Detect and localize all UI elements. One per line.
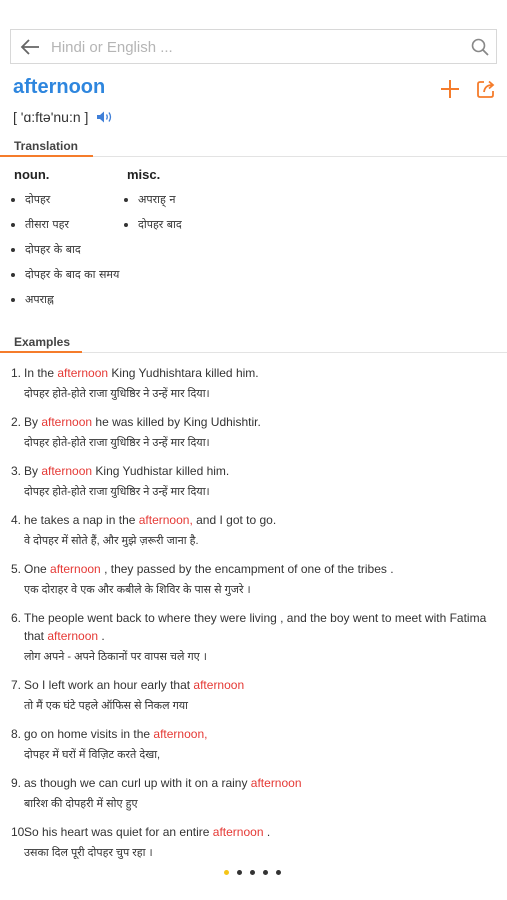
section-examples-title: Examples bbox=[14, 335, 71, 349]
example-item[interactable] bbox=[11, 413, 499, 452]
translation-item: दोपहर बाद bbox=[124, 217, 182, 242]
example-text: So I left work an hour early that bbox=[24, 678, 194, 692]
pager-dot[interactable] bbox=[224, 870, 229, 875]
example-text: as though we can curl up with it on a rainy bbox=[24, 776, 251, 790]
highlighted-keyword: afternoon, bbox=[138, 513, 193, 527]
highlighted-keyword: afternoon bbox=[250, 776, 302, 790]
section-translation-underline bbox=[0, 155, 93, 157]
example-item[interactable] bbox=[11, 560, 499, 599]
example-english bbox=[24, 725, 499, 743]
misc-label: misc. bbox=[127, 167, 161, 182]
pager-dots bbox=[224, 860, 289, 868]
add-to-wordlist-icon[interactable] bbox=[439, 78, 461, 100]
search-icon[interactable] bbox=[470, 37, 490, 57]
example-text: By bbox=[24, 415, 42, 429]
example-english bbox=[24, 609, 499, 645]
example-english bbox=[24, 676, 499, 694]
search-input[interactable] bbox=[51, 35, 451, 59]
headword: afternoon bbox=[13, 76, 106, 98]
highlighted-keyword: afternoon bbox=[57, 366, 109, 380]
example-english bbox=[24, 774, 499, 792]
translation-item: अपराह्न bbox=[11, 292, 119, 317]
example-item[interactable] bbox=[11, 725, 499, 764]
example-text: So his heart was quiet for an entire bbox=[24, 825, 213, 839]
section-translation-title: Translation bbox=[14, 139, 79, 153]
translation-item: तीसरा पहर bbox=[11, 217, 119, 242]
example-number: 1. bbox=[11, 366, 22, 380]
share-icon[interactable] bbox=[475, 78, 497, 100]
examples-list bbox=[11, 364, 499, 872]
example-hindi: उसका दिल पूरी दोपहर चुप रहा । bbox=[24, 847, 153, 859]
highlighted-keyword: afternoon bbox=[193, 678, 245, 692]
pager-dot[interactable] bbox=[263, 870, 268, 875]
misc-translation-list bbox=[124, 192, 182, 242]
example-hindi: तो मैं एक घंटे पहले ऑफिस से निकल गया bbox=[24, 700, 189, 712]
example-text: By bbox=[24, 464, 42, 478]
highlighted-keyword: afternoon bbox=[47, 629, 99, 643]
example-english bbox=[24, 560, 499, 578]
example-hindi: दोपहर होते-होते राजा युधिष्ठिर ने उन्हें मार दिया। bbox=[24, 388, 210, 400]
example-item[interactable] bbox=[11, 823, 499, 862]
example-number: 2. bbox=[11, 415, 22, 429]
highlighted-keyword: afternoon, bbox=[153, 727, 208, 741]
highlighted-keyword: afternoon bbox=[50, 562, 101, 576]
example-english bbox=[24, 511, 499, 529]
example-text: . bbox=[263, 825, 271, 839]
example-text: . bbox=[98, 629, 105, 643]
example-number: 3. bbox=[11, 464, 22, 478]
translation-item: दोपहर bbox=[11, 192, 119, 217]
highlighted-keyword: afternoon bbox=[41, 464, 93, 478]
example-number: 6. bbox=[11, 611, 22, 625]
example-text: The people went back to where they were living , and the boy went to meet with Fatima that bbox=[24, 611, 487, 643]
example-item[interactable] bbox=[11, 676, 499, 715]
noun-translation-list bbox=[11, 192, 119, 317]
highlighted-keyword: afternoon bbox=[212, 825, 264, 839]
translation-item: दोपहर के बाद का समय bbox=[11, 267, 119, 292]
example-hindi: दोपहर होते-होते राजा युधिष्ठिर ने उन्हें मार दिया। bbox=[24, 486, 210, 498]
example-hindi: वे दोपहर में सोते हैं, और मुझे ज़रूरी जाना है. bbox=[24, 535, 199, 547]
example-text: , they passed by the encampment of one of the tribes . bbox=[100, 562, 394, 576]
example-english bbox=[24, 364, 499, 382]
example-english bbox=[24, 413, 499, 431]
example-hindi: बारिश की दोपहरी में सोए हुए bbox=[24, 798, 138, 810]
example-item[interactable] bbox=[11, 364, 499, 403]
example-item[interactable] bbox=[11, 462, 499, 501]
example-hindi: लोग अपने - अपने ठिकानों पर वापस चले गए । bbox=[24, 651, 207, 663]
example-english bbox=[24, 823, 499, 841]
pager-dot[interactable] bbox=[250, 870, 255, 875]
section-examples-underline bbox=[0, 351, 82, 353]
example-text: One bbox=[24, 562, 51, 576]
example-text: he takes a nap in the bbox=[24, 513, 139, 527]
noun-label: noun. bbox=[14, 167, 50, 182]
pronunciation-text: [ 'ɑ:ftə'nu:n ] bbox=[13, 109, 89, 125]
example-item[interactable] bbox=[11, 609, 499, 666]
example-text: In the bbox=[24, 366, 58, 380]
example-item[interactable] bbox=[11, 511, 499, 550]
back-arrow-icon[interactable] bbox=[19, 37, 41, 57]
example-number: 7. bbox=[11, 678, 22, 692]
pronunciation bbox=[13, 109, 114, 125]
example-text: he was killed by King Udhishtir. bbox=[92, 415, 261, 429]
example-hindi: दोपहर में घरों में विज़िट करते देखा, bbox=[24, 749, 161, 761]
search-bar bbox=[10, 29, 497, 64]
example-hindi: दोपहर होते-होते राजा युधिष्ठिर ने उन्हें मार दिया। bbox=[24, 437, 210, 449]
example-text: King Yudhishtara killed him. bbox=[108, 366, 259, 380]
example-item[interactable] bbox=[11, 774, 499, 813]
example-text: go on home visits in the bbox=[24, 727, 154, 741]
speaker-icon[interactable] bbox=[96, 110, 114, 124]
example-hindi: एक दोराहर वे एक और कबीले के शिविर के पास से गुजरे । bbox=[24, 584, 251, 596]
example-text: King Yudhistar killed him. bbox=[92, 464, 230, 478]
example-english bbox=[24, 462, 499, 480]
translation-item: दोपहर के बाद bbox=[11, 242, 119, 267]
highlighted-keyword: afternoon bbox=[41, 415, 93, 429]
pager-dot[interactable] bbox=[237, 870, 242, 875]
example-number: 4. bbox=[11, 513, 22, 527]
example-number: 9. bbox=[11, 776, 22, 790]
example-number: 8. bbox=[11, 727, 22, 741]
example-text: and I got to go. bbox=[192, 513, 277, 527]
pager-dot[interactable] bbox=[276, 870, 281, 875]
translation-item: अपराह् न bbox=[124, 192, 182, 217]
example-number: 5. bbox=[11, 562, 22, 576]
example-number: 10. bbox=[11, 825, 28, 839]
